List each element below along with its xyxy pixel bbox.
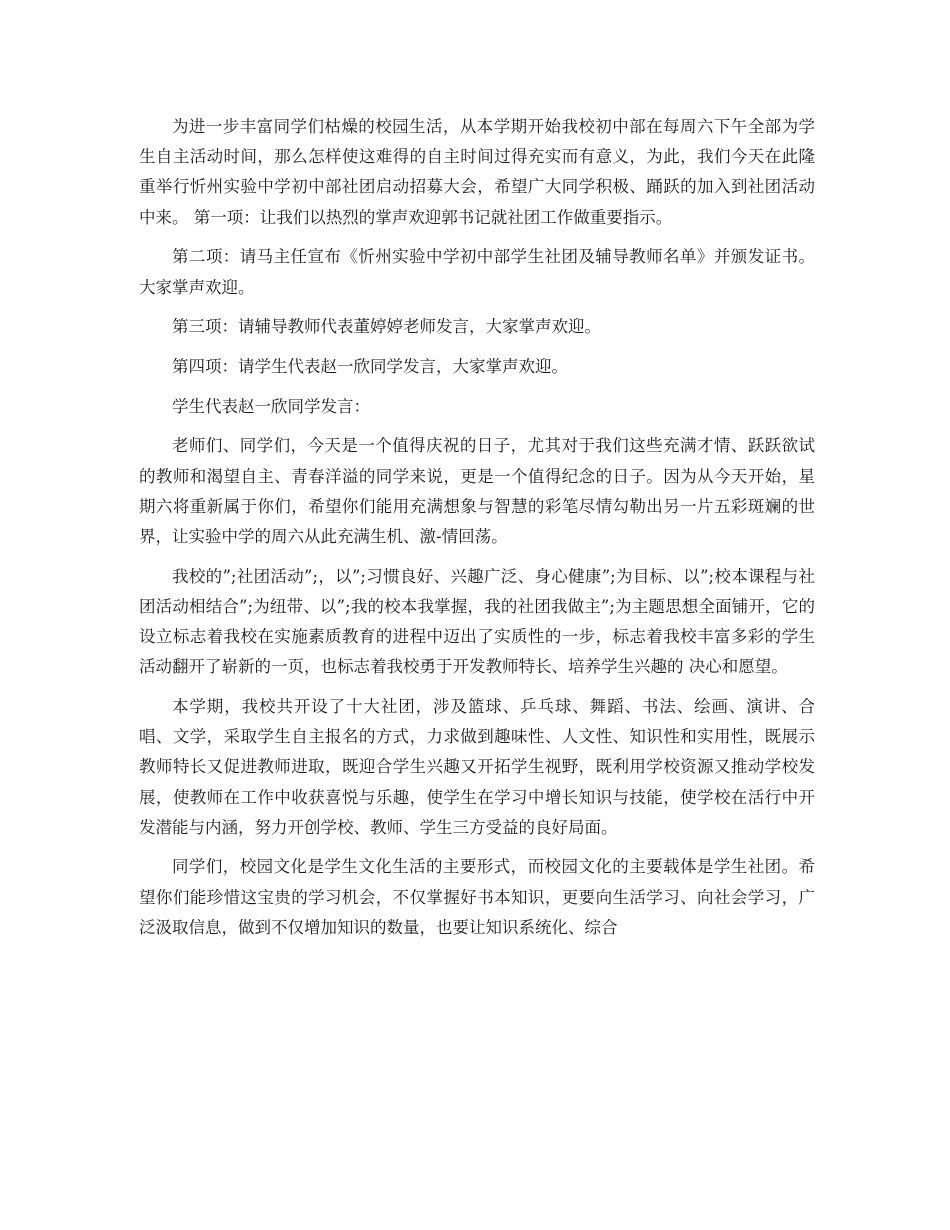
paragraph-speech-opening: 老师们、同学们，今天是一个值得庆祝的日子，尤其对于我们这些充满才情、跃跃欲试的教师和渴望自主、青春洋溢的同学来说，更是一个值得纪念的日子。因为从今天开始，星期六将重新属于你们，希望你们能用充满想象与智慧的彩笔尽情勾勒出另一片五彩斑斓的世界，让实验中学的周六从此充满生机、激-情回荡。 bbox=[139, 436, 815, 546]
paragraph-item-4: 第四项：请学生代表赵一欣同学发言，大家掌声欢迎。 bbox=[172, 356, 568, 376]
paragraph-item-3: 第三项：请辅导教师代表董婷婷老师发言，大家掌声欢迎。 bbox=[172, 317, 601, 337]
paragraph-club-theme: 我校的”;社团活动”;，以”;习惯良好、兴趣广泛、身心健康”;为目标、以”;校本课程与社团活动相结合”;为纽带、以”;我的校本我掌握，我的社团我做主”;为主题思想全面铺开，它的设立标志着我校在实施素质教育的进程中迈出了实质性的一步，标志着我校丰富多彩的学生活动翻开了崭新的一页，也标志着我校勇于开发教师特长、培养学生兴趣的 决心和愿望。 bbox=[139, 566, 815, 677]
paragraph-speech-heading: 学生代表赵一欣同学发言： bbox=[172, 396, 370, 416]
document-page bbox=[139, 112, 815, 943]
paragraph-intro: 为进一步丰富同学们枯燥的校园生活，从本学期开始我校初中部在每周六下午全部为学生自主活动时间，那么怎样使这难得的自主时间过得充实而有意义，为此，我们今天在此隆重举行忻州实验中学初中部社团启动招募大会，希望广大同学积极、踊跃的加入到社团活动中来。 第一项：让我们以热烈的掌声欢迎郭书记就社团工作做重要指示。 bbox=[139, 117, 815, 227]
paragraph-clubs-list: 本学期，我校共开设了十大社团，涉及篮球、乒乓球、舞蹈、书法、绘画、演讲、合唱、文学，采取学生自主报名的方式，力求做到趣味性、人文性、知识性和实用性，既展示教师特长又促进教师进取，既迎合学生兴趣又开拓学生视野，既利用学校资源又推动学校发展，使教师在工作中收获喜悦与乐趣，使学生在学习中增长知识与技能，使学校在活行中开发潜能与内涵，努力开创学校、教师、学生三方受益的良好局面。 bbox=[139, 696, 815, 837]
paragraph-item-2: 第二项：请马主任宣布《忻州实验中学初中部学生社团及辅导教师名单》并颁发证书。大家掌声欢迎。 bbox=[139, 247, 815, 297]
paragraph-campus-culture: 同学们，校园文化是学生文化生活的主要形式，而校园文化的主要载体是学生社团。希望你们能珍惜这宝贵的学习机会，不仅掌握好书本知识，更要向生活学习、向社会学习，广泛汲取信息，做到不仅增加知识的数量，也要让知识系统化、综合 bbox=[139, 857, 815, 937]
